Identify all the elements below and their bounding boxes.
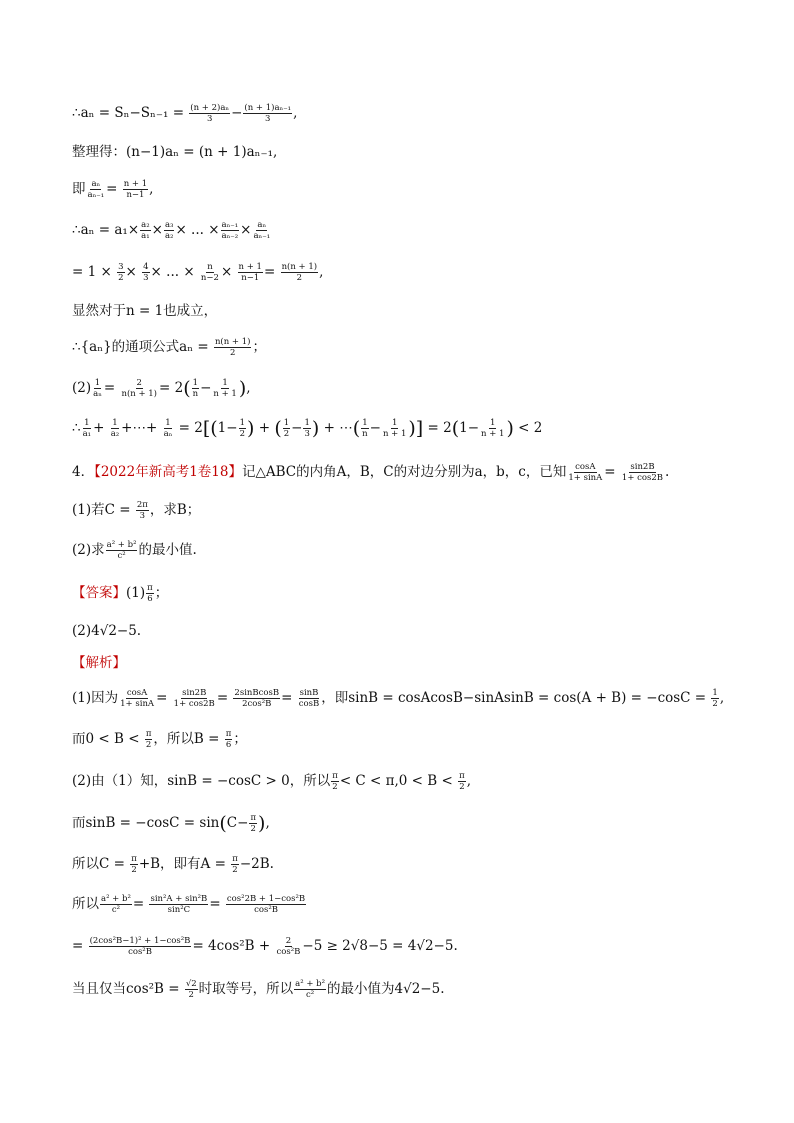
fraction-denominator: 3 bbox=[143, 273, 149, 283]
text-segment: = 4cos²B + bbox=[192, 938, 275, 954]
fraction bbox=[231, 854, 239, 875]
fraction-numerator: π bbox=[147, 583, 153, 593]
fraction-denominator: c² bbox=[306, 990, 315, 1000]
text-line-l6 bbox=[72, 300, 734, 322]
fraction bbox=[298, 688, 321, 709]
fraction bbox=[331, 771, 339, 792]
text-segment: (2)4√2−5. bbox=[72, 623, 142, 639]
fraction bbox=[214, 337, 252, 358]
fraction-numerator: n + 1 bbox=[238, 262, 262, 272]
fraction bbox=[239, 418, 246, 439]
bracket: ( bbox=[183, 377, 191, 400]
fraction-denominator: aₙ₋₁ bbox=[253, 231, 271, 241]
text-line-l19 bbox=[72, 812, 734, 835]
text-segment: (2) bbox=[72, 380, 92, 396]
fraction-numerator: aₙ bbox=[91, 179, 101, 189]
fraction bbox=[145, 729, 153, 750]
text-segment: . bbox=[665, 464, 670, 480]
fraction-numerator: 1 bbox=[304, 418, 310, 428]
text-segment: , bbox=[466, 773, 471, 789]
text-segment: 的最小值. bbox=[138, 542, 197, 558]
fraction-numerator: 1 bbox=[192, 378, 199, 388]
fraction bbox=[136, 500, 149, 521]
fraction-numerator: 2 bbox=[285, 936, 292, 946]
text-segment: ∴aₙ = Sₙ−Sₙ₋₁ = bbox=[72, 105, 189, 121]
fraction-numerator: 1 bbox=[84, 418, 90, 428]
fraction-numerator: aₙ bbox=[257, 220, 267, 230]
text-segment: (1)若C = bbox=[72, 502, 135, 518]
text-segment: ∴ bbox=[72, 420, 81, 436]
text-line-l9 bbox=[72, 417, 734, 440]
fraction-numerator: 1 bbox=[362, 418, 368, 428]
text-segment: = bbox=[216, 690, 233, 706]
text-line-l5 bbox=[72, 261, 734, 283]
fraction-numerator: (n + 1)aₙ₋₁ bbox=[244, 103, 292, 113]
fraction bbox=[185, 979, 198, 1000]
fraction bbox=[361, 418, 368, 439]
text-segment: +⋯+ bbox=[121, 420, 162, 436]
fraction-numerator: π bbox=[250, 813, 257, 823]
bracket: ) bbox=[247, 417, 255, 440]
fraction-denominator: aₙ bbox=[93, 389, 102, 399]
bracket: ) bbox=[506, 417, 514, 440]
text-segment: − bbox=[231, 105, 243, 121]
text-segment: = bbox=[132, 896, 149, 912]
fraction-denominator: 1+ cos2B bbox=[621, 473, 664, 483]
fraction-denominator: 6 bbox=[147, 594, 153, 604]
fraction-numerator: n + 1 bbox=[123, 179, 148, 189]
fraction bbox=[281, 262, 319, 283]
fraction-numerator: a₂ bbox=[141, 220, 150, 230]
fraction-denominator: 1+ sinA bbox=[568, 473, 603, 483]
fraction-numerator: cos²2B + 1−cos²B bbox=[226, 894, 306, 904]
fraction bbox=[123, 179, 148, 200]
text-line-l1 bbox=[72, 102, 734, 124]
text-segment: , bbox=[246, 380, 251, 396]
text-segment: × bbox=[151, 222, 163, 238]
fraction bbox=[192, 378, 199, 399]
fraction bbox=[149, 894, 208, 915]
text-segment: × bbox=[240, 222, 252, 238]
fraction bbox=[233, 688, 280, 709]
text-segment: C− bbox=[226, 815, 249, 831]
text-segment: (2)由（1）知，sinB = −cosC > 0，所以 bbox=[72, 773, 331, 789]
fraction-numerator: a² + b² bbox=[106, 540, 137, 550]
text-line-l7 bbox=[72, 336, 734, 358]
text-segment: , bbox=[293, 105, 298, 121]
fraction-denominator: aₙ bbox=[163, 429, 173, 439]
fraction-denominator: n−2 bbox=[200, 273, 219, 283]
text-segment: , bbox=[719, 690, 725, 706]
section-marker: 【答案】 bbox=[72, 585, 126, 601]
fraction bbox=[119, 688, 155, 709]
text-segment: − bbox=[369, 420, 381, 436]
text-segment: = bbox=[209, 896, 225, 912]
fraction bbox=[382, 418, 407, 439]
fraction-numerator: a² + b² bbox=[295, 979, 326, 989]
fraction-numerator: a₃ bbox=[164, 220, 174, 230]
bracket: ) bbox=[258, 812, 266, 835]
text-segment: 1− bbox=[217, 420, 238, 436]
fraction-numerator: sin2B bbox=[182, 688, 207, 698]
fraction-denominator: 6 bbox=[225, 740, 232, 750]
fraction-denominator: c² bbox=[117, 551, 126, 561]
fraction-denominator: n + 1 bbox=[382, 429, 407, 439]
fraction-numerator: n(n + 1) bbox=[214, 337, 251, 347]
fraction-denominator: 2 bbox=[131, 865, 137, 875]
fraction bbox=[110, 418, 120, 439]
bracket: ( bbox=[451, 417, 460, 440]
text-segment: 即 bbox=[72, 181, 86, 197]
text-segment: ； bbox=[233, 731, 247, 747]
fraction-numerator: π bbox=[459, 771, 465, 781]
fraction-denominator: 2 bbox=[296, 273, 303, 283]
fraction-denominator: a₁ bbox=[141, 231, 150, 241]
fraction bbox=[249, 813, 257, 834]
section-marker: 【2022年新高考1卷18】 bbox=[94, 464, 242, 480]
fraction-numerator: 1 bbox=[283, 418, 290, 428]
text-line-l4 bbox=[72, 219, 734, 241]
fraction-numerator: 4 bbox=[143, 262, 149, 272]
text-line-l10 bbox=[72, 461, 734, 483]
fraction-denominator: cosB bbox=[298, 699, 320, 709]
fraction-numerator: 2π bbox=[136, 500, 148, 510]
text-segment: ，求B； bbox=[149, 502, 201, 518]
fraction-denominator: a₁ bbox=[82, 429, 92, 439]
fraction bbox=[294, 979, 326, 1000]
text-segment: (1)因为 bbox=[72, 690, 119, 706]
section-marker: 【解析】 bbox=[72, 655, 126, 671]
fraction bbox=[238, 262, 263, 283]
text-line-l3 bbox=[72, 178, 734, 200]
fraction-denominator: aₙ₋₂ bbox=[221, 231, 239, 241]
text-line-l15 bbox=[72, 652, 734, 674]
text-segment: (1) bbox=[126, 585, 146, 601]
fraction-denominator: 2 bbox=[188, 990, 194, 1000]
fraction-denominator: 1+ cos2B bbox=[173, 699, 215, 709]
fraction-numerator: (n + 2)aₙ bbox=[190, 103, 230, 113]
fraction-denominator: n(n + 1) bbox=[121, 389, 157, 399]
fraction-denominator: 2cos²B bbox=[242, 699, 272, 709]
fraction-numerator: π bbox=[225, 729, 232, 739]
fraction-denominator: cos²B bbox=[254, 905, 278, 915]
fraction-numerator: π bbox=[145, 729, 152, 739]
text-segment: − bbox=[200, 380, 212, 396]
bracket: ( bbox=[210, 417, 218, 440]
fraction-denominator: 2 bbox=[230, 348, 236, 358]
text-line-l17 bbox=[72, 728, 734, 750]
text-segment: = 2 bbox=[423, 420, 452, 436]
fraction bbox=[303, 418, 310, 439]
fraction bbox=[567, 462, 603, 483]
fraction bbox=[225, 729, 233, 750]
bracket: ] bbox=[415, 417, 424, 440]
text-segment: , bbox=[149, 181, 154, 197]
text-segment: −5 ≥ 2√8−5 = 4√2−5. bbox=[302, 938, 458, 954]
text-segment: ，即sinB = cosAcosB−sinAsinB = cos(A + B) = −cosC = bbox=[321, 690, 711, 706]
text-line-l22 bbox=[72, 935, 734, 957]
text-line-l12 bbox=[72, 539, 734, 561]
fraction-denominator: a₂ bbox=[110, 429, 120, 439]
fraction-denominator: n−1 bbox=[126, 190, 145, 200]
text-segment: 的最小值为4√2−5. bbox=[327, 981, 445, 997]
bracket: ( bbox=[219, 812, 227, 835]
fraction bbox=[120, 378, 158, 399]
fraction-denominator: 3 bbox=[139, 511, 146, 521]
fraction-numerator: cosA bbox=[575, 462, 596, 472]
fraction-numerator: aₙ₋₁ bbox=[221, 220, 239, 230]
fraction-denominator: 2 bbox=[232, 865, 238, 875]
fraction-numerator: 1 bbox=[490, 418, 496, 428]
text-segment: = bbox=[156, 690, 172, 706]
fraction bbox=[89, 936, 192, 957]
fraction bbox=[100, 894, 132, 915]
fraction-denominator: 2 bbox=[332, 782, 338, 792]
fraction bbox=[275, 936, 301, 957]
text-segment: 记△ABC的内角A，B，C的对边分别为a，b，c，已知 bbox=[241, 464, 567, 480]
bracket: ( bbox=[274, 417, 282, 440]
text-segment: 而sinB = −cosC = sin bbox=[72, 815, 220, 831]
fraction bbox=[130, 854, 138, 875]
text-line-l18 bbox=[72, 770, 734, 792]
fraction bbox=[146, 583, 154, 604]
fraction-numerator: sinB bbox=[299, 688, 319, 698]
text-segment: ； bbox=[252, 339, 266, 355]
fraction bbox=[711, 688, 718, 709]
fraction-denominator: n bbox=[192, 389, 199, 399]
bracket: ) bbox=[408, 417, 416, 440]
fraction bbox=[200, 262, 220, 283]
text-segment: = bbox=[604, 464, 620, 480]
bracket: ) bbox=[311, 417, 320, 440]
fraction bbox=[173, 688, 216, 709]
text-segment: = bbox=[106, 181, 122, 197]
text-segment: + ⋯ bbox=[319, 420, 353, 436]
fraction-denominator: 2 bbox=[145, 740, 152, 750]
text-segment: 所以C = bbox=[72, 856, 130, 872]
text-segment: ，所以B = bbox=[153, 731, 224, 747]
text-segment: 4． bbox=[72, 464, 95, 480]
text-line-l20 bbox=[72, 853, 734, 875]
fraction-denominator: 2 bbox=[459, 782, 465, 792]
fraction bbox=[226, 894, 306, 915]
text-segment: × bbox=[220, 264, 237, 280]
text-segment: 显然对于n = 1也成立， bbox=[72, 303, 218, 319]
fraction-denominator: 1+ sinA bbox=[120, 699, 155, 709]
text-segment: 所以 bbox=[72, 896, 99, 912]
fraction bbox=[621, 462, 664, 483]
fraction-denominator: 2 bbox=[118, 273, 124, 283]
text-segment: (2)求 bbox=[72, 542, 105, 558]
text-segment: 而0 < B < bbox=[72, 731, 144, 747]
fraction-numerator: 1 bbox=[112, 418, 118, 428]
text-segment: −2B. bbox=[239, 856, 274, 872]
fraction-numerator: 1 bbox=[712, 688, 718, 698]
fraction bbox=[163, 418, 174, 439]
fraction-denominator: 2 bbox=[712, 699, 718, 709]
fraction-numerator: 1 bbox=[239, 418, 245, 428]
fraction-numerator: sin2B bbox=[630, 462, 655, 472]
fraction-numerator: sin²A + sin²B bbox=[150, 894, 208, 904]
fraction bbox=[164, 220, 174, 241]
text-segment: + bbox=[93, 420, 109, 436]
fraction-denominator: cos²B bbox=[128, 947, 152, 957]
text-segment: = bbox=[72, 938, 88, 954]
text-segment: − bbox=[291, 420, 303, 436]
text-line-l13 bbox=[72, 582, 734, 604]
bracket: ( bbox=[352, 417, 361, 440]
text-segment: ∴{aₙ}的通项公式aₙ = bbox=[72, 339, 213, 355]
fraction-numerator: π bbox=[232, 854, 238, 864]
fraction-numerator: 2 bbox=[136, 378, 142, 388]
text-segment: × ... × bbox=[150, 264, 199, 280]
fraction bbox=[189, 103, 230, 124]
fraction-denominator: n bbox=[362, 429, 368, 439]
fraction bbox=[243, 103, 292, 124]
text-segment: ∴aₙ = a₁× bbox=[72, 222, 140, 238]
text-segment: = bbox=[263, 264, 280, 280]
fraction-denominator: 2 bbox=[250, 824, 256, 834]
fraction-numerator: 1 bbox=[222, 378, 228, 388]
fraction-denominator: 2 bbox=[239, 429, 245, 439]
fraction-denominator: 3 bbox=[265, 114, 271, 124]
text-segment: + bbox=[254, 420, 275, 436]
fraction bbox=[117, 262, 124, 283]
text-line-l14 bbox=[72, 620, 734, 642]
text-segment: , bbox=[319, 264, 324, 280]
fraction-numerator: (2cos²B−1)² + 1−cos²B bbox=[89, 936, 191, 946]
bracket: [ bbox=[202, 417, 211, 440]
fraction bbox=[252, 220, 271, 241]
fraction-numerator: π bbox=[131, 854, 137, 864]
fraction-denominator: 3 bbox=[206, 114, 213, 124]
fraction bbox=[140, 220, 150, 241]
fraction-numerator: 1 bbox=[391, 418, 398, 428]
text-segment: = 2 bbox=[159, 380, 184, 396]
fraction bbox=[283, 418, 290, 439]
fraction bbox=[212, 378, 237, 399]
fraction bbox=[142, 262, 149, 283]
text-segment: 1− bbox=[459, 420, 480, 436]
fraction bbox=[82, 418, 92, 439]
fraction bbox=[221, 220, 240, 241]
fraction-numerator: 1 bbox=[165, 418, 171, 428]
fraction-numerator: n bbox=[207, 262, 213, 272]
fraction-numerator: 3 bbox=[118, 262, 124, 272]
text-segment: = bbox=[103, 380, 120, 396]
text-line-l2 bbox=[72, 141, 734, 163]
text-line-l23 bbox=[72, 978, 734, 1000]
text-segment: , bbox=[265, 815, 270, 831]
text-segment: = 2 bbox=[174, 420, 203, 436]
fraction bbox=[106, 540, 138, 561]
text-segment: ； bbox=[154, 585, 169, 601]
fraction-denominator: sin²C bbox=[167, 905, 191, 915]
text-segment: +B，即有A = bbox=[138, 856, 231, 872]
text-segment: 整理得：(n−1)aₙ = (n + 1)aₙ₋₁, bbox=[72, 144, 278, 160]
fraction bbox=[87, 179, 106, 200]
text-segment: × bbox=[125, 264, 142, 280]
bracket: ) bbox=[238, 377, 247, 400]
fraction-denominator: 3 bbox=[304, 429, 310, 439]
fraction-denominator: 2 bbox=[283, 429, 290, 439]
fraction-denominator: aₙ₋₁ bbox=[87, 190, 105, 200]
fraction-numerator: π bbox=[332, 771, 338, 781]
fraction-denominator: a₂ bbox=[164, 231, 174, 241]
text-segment: < 2 bbox=[513, 420, 543, 436]
text-segment: × ... × bbox=[175, 222, 220, 238]
fraction-numerator: a² + b² bbox=[101, 894, 131, 904]
text-segment: = bbox=[281, 690, 297, 706]
fraction-numerator: cosA bbox=[126, 688, 148, 698]
fraction-denominator: c² bbox=[111, 905, 121, 915]
fraction bbox=[92, 378, 103, 399]
fraction-numerator: √2 bbox=[185, 979, 197, 989]
text-line-l8 bbox=[72, 377, 734, 400]
fraction-numerator: n(n + 1) bbox=[281, 262, 318, 272]
fraction-denominator: n + 1 bbox=[481, 429, 505, 439]
text-segment: < C < π,0 < B < bbox=[339, 773, 458, 789]
text-segment: 时取等号，所以 bbox=[198, 981, 294, 997]
fraction-denominator: cos²B bbox=[276, 947, 301, 957]
text-segment: 当且仅当cos²B = bbox=[72, 981, 184, 997]
text-line-l11 bbox=[72, 499, 734, 521]
fraction bbox=[458, 771, 466, 792]
fraction-denominator: n + 1 bbox=[213, 389, 237, 399]
text-segment: = 1 × bbox=[72, 264, 117, 280]
fraction-denominator: n−1 bbox=[241, 273, 260, 283]
text-line-l16 bbox=[72, 687, 734, 709]
fraction-numerator: 1 bbox=[94, 378, 101, 388]
fraction bbox=[480, 418, 505, 439]
text-line-l21 bbox=[72, 893, 734, 915]
fraction-numerator: 2sinBcosB bbox=[234, 688, 280, 698]
